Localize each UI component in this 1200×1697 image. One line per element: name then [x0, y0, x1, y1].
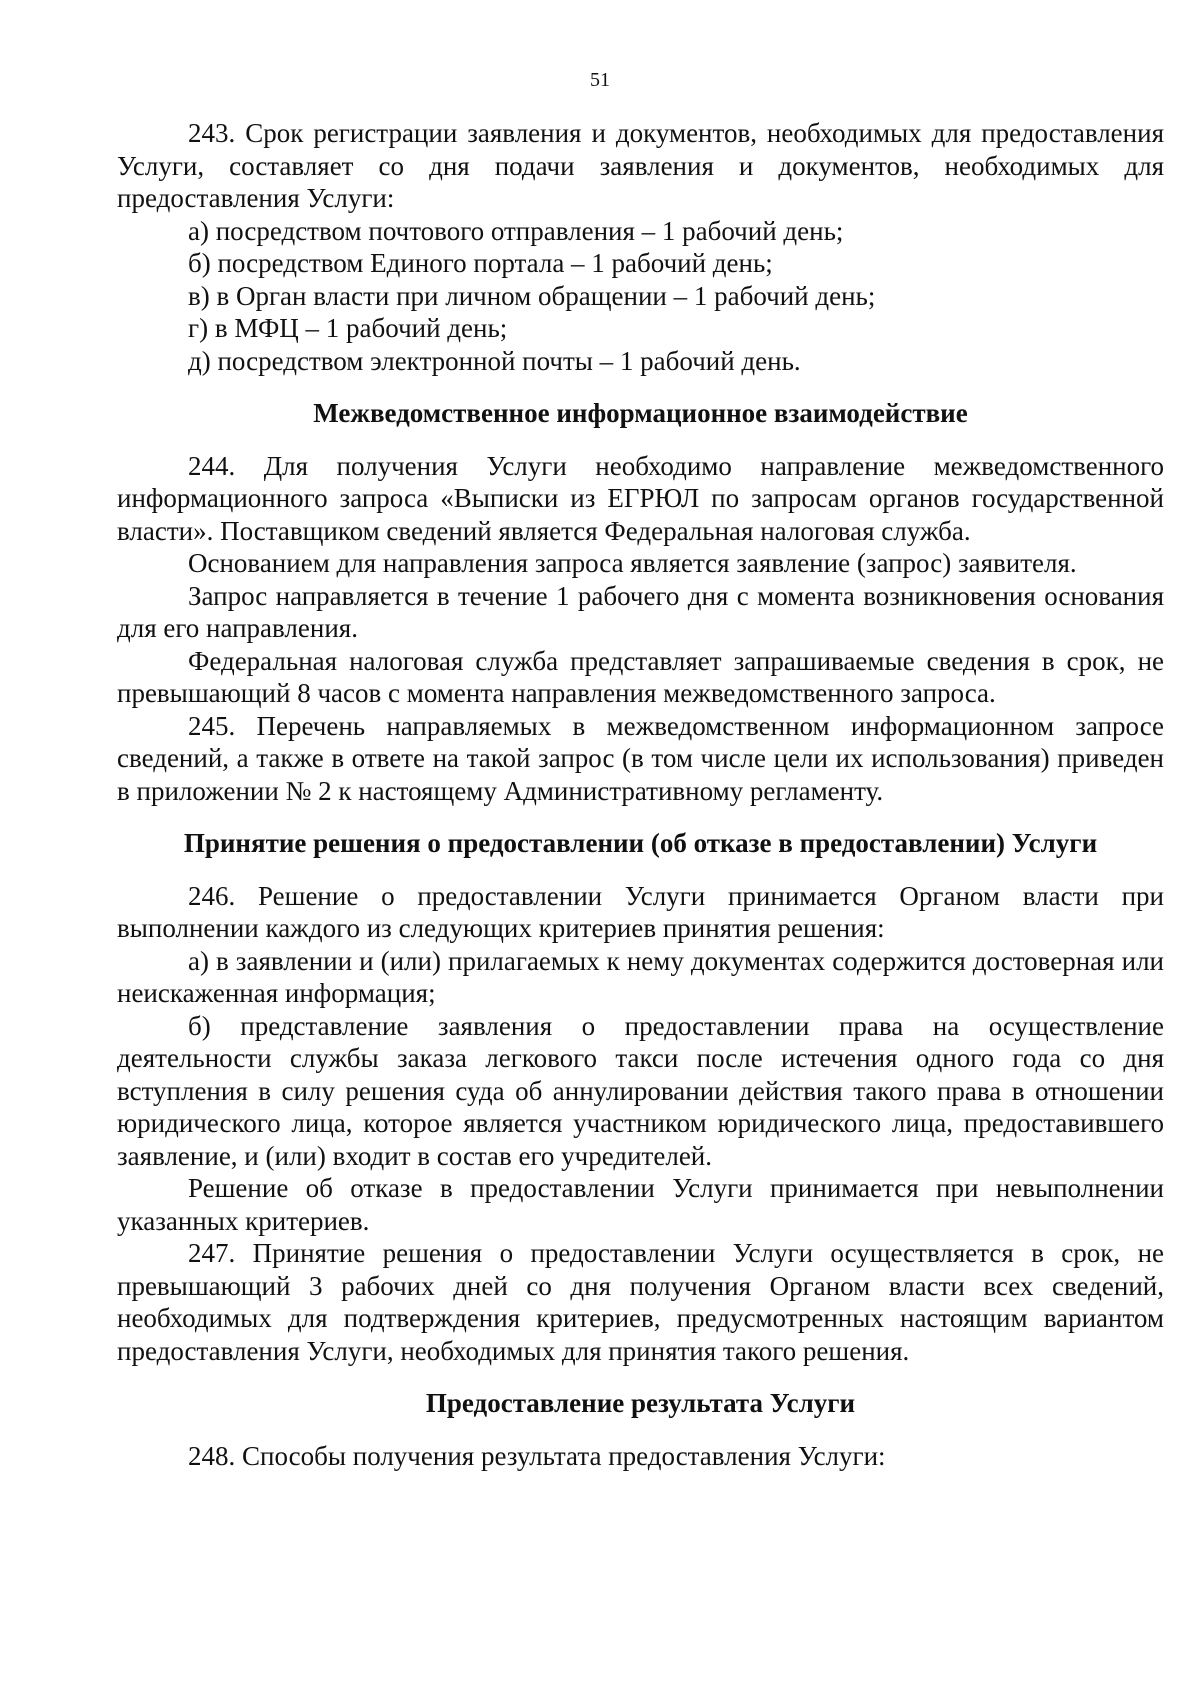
list-item: г) в МФЦ – 1 рабочий день;	[188, 313, 508, 343]
paragraph-243: 243. Срок регистрации заявления и документов, необходимых для предоставления Услуги, составляет со дня подачи заявления и документов, необходимых для предоставления Услуги:	[117, 118, 1164, 213]
section-heading: Предоставление результата Услуги	[425, 1388, 856, 1418]
section-heading: Межведомственное информационное взаимодействие	[313, 398, 968, 428]
document-body	[117, 117, 1164, 1472]
paragraph: б) представление заявления о предоставлении права на осуществление деятельности службы заказа легкового такси после истечения одного года со дня вступления в силу решения суда об аннулировании действия такого права в отношении юридического лица, которое является участником юридического лица, предоставившего заявление, и (или) входит в состав его учредителей.	[117, 1010, 1164, 1171]
list-item: д) посредством электронной почты – 1 рабочий день.	[188, 345, 801, 376]
paragraph-247: 247. Принятие решения о предоставлении Услуги осуществляется в срок, не превышающий 3 рабочих дней со дня получения Органом власти всех сведений, необходимых для подтверждения критериев, предусмотренных настоящим вариантом предоставления Услуги, необходимых для принятия такого решения.	[117, 1238, 1164, 1366]
paragraph: а) в заявлении и (или) прилагаемых к нему документах содержится достоверная или неискаженная информация;	[117, 945, 1164, 1008]
paragraph-245: 245. Перечень направляемых в межведомственном информационном запросе сведений, а также в ответе на такой запрос (в том числе цели их использования) приведен в приложении № 2 к настоящему Административному регламенту.	[117, 710, 1164, 806]
paragraph-248: 248. Способы получения результата предоставления Услуги:	[188, 1440, 886, 1471]
list-item: б) посредством Единого портала – 1 рабочий день;	[188, 248, 773, 278]
list-item: в) в Орган власти при личном обращении – 1 рабочий день;	[188, 280, 876, 311]
paragraph: Решение об отказе в предоставлении Услуги принимается при невыполнении указанных критериев.	[117, 1173, 1164, 1236]
paragraph-246: 246. Решение о предоставлении Услуги принимается Органом власти при выполнении каждого из следующих критериев принятия решения:	[117, 880, 1164, 943]
section-heading: Принятие решения о предоставлении (об отказе в предоставлении) Услуги	[183, 828, 1098, 858]
paragraph-244: 244. Для получения Услуги необходимо направление межведомственного информационного запроса «Выписки из ЕГРЮЛ по запросам органов государственной власти». Поставщиком сведений является Федеральная налоговая служба.	[117, 450, 1164, 546]
paragraph: Федеральная налоговая служба представляет запрашиваемые сведения в срок, не превышающий 8 часов с момента направления межведомственного запроса.	[117, 645, 1164, 708]
page-number: 51	[590, 69, 610, 91]
paragraph: Запрос направляется в течение 1 рабочего дня с момента возникновения основания для его направления.	[117, 580, 1164, 643]
list-item: а) посредством почтового отправления – 1 рабочий день;	[188, 215, 844, 246]
paragraph: Основанием для направления запроса является заявление (запрос) заявителя.	[188, 548, 1077, 578]
